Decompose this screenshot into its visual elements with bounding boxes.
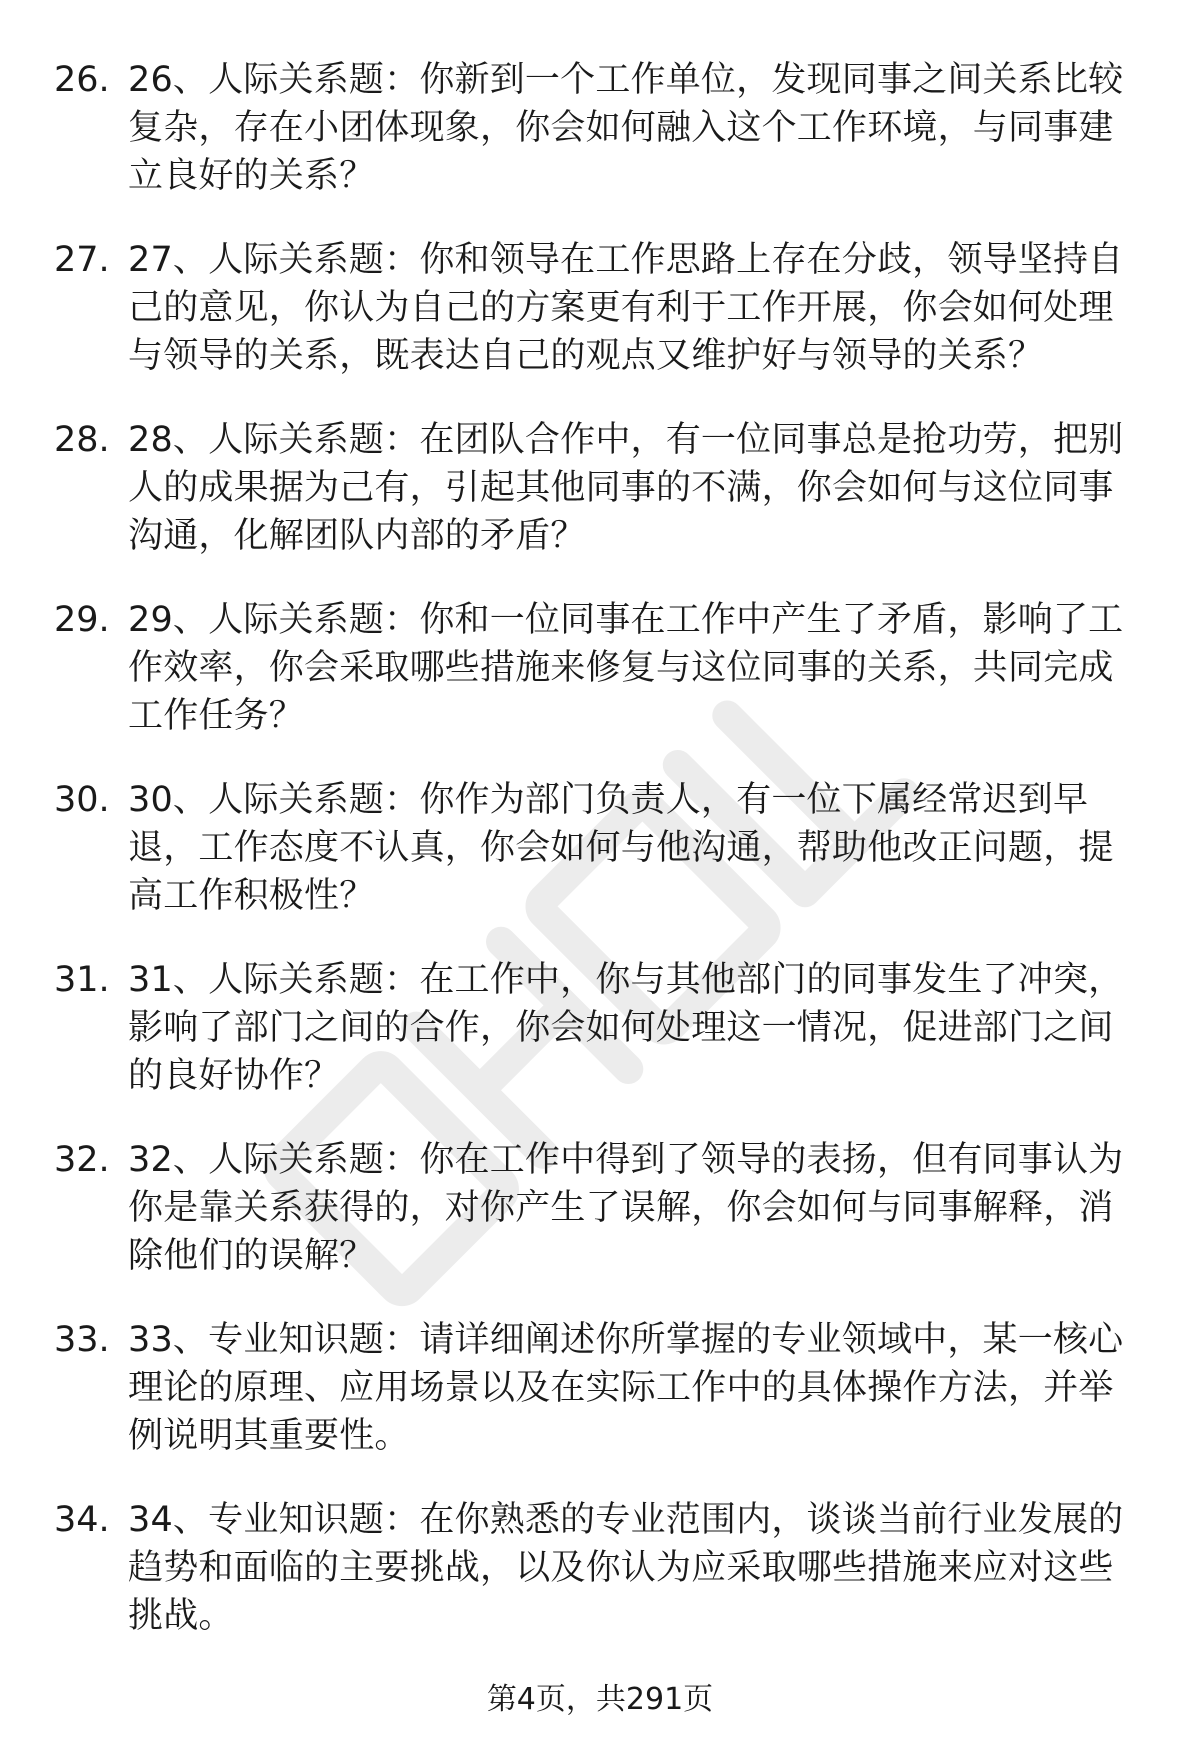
question-number: 30. [54, 780, 110, 820]
question-item [0, 236, 1200, 416]
question-text: 33、专业知识题：请详细阐述你所掌握的专业领域中，某一核心理论的原理、应用场景以及在实际工作中的具体操作方法，并举例说明其重要性。 [128, 1320, 1124, 1456]
question-text: 28、人际关系题：在团队合作中，有一位同事总是抢功劳，把别人的成果据为己有，引起其他同事的不满，你会如何与这位同事沟通，化解团队内部的矛盾？ [128, 420, 1124, 556]
question-item [0, 416, 1200, 596]
question-item [0, 1136, 1200, 1316]
question-text: 26、人际关系题：你新到一个工作单位，发现同事之间关系比较复杂，存在小团体现象，你会如何融入这个工作环境，与同事建立良好的关系？ [128, 60, 1124, 196]
question-item [0, 776, 1200, 956]
question-number: 34. [54, 1500, 110, 1540]
question-item [0, 56, 1200, 236]
question-item [0, 956, 1200, 1136]
question-text: 32、人际关系题：你在工作中得到了领导的表扬，但有同事认为你是靠关系获得的，对你产生了误解，你会如何与同事解释，消除他们的误解？ [128, 1140, 1124, 1276]
question-item [0, 1496, 1200, 1676]
question-number: 32. [54, 1140, 110, 1180]
question-number: 31. [54, 960, 110, 1000]
page-number-label: 第4页，共291页 [486, 1682, 714, 1717]
question-number: 28. [54, 420, 110, 460]
page-footer [0, 1680, 1200, 1720]
question-item [0, 596, 1200, 776]
question-number: 27. [54, 240, 110, 280]
question-list [0, 56, 1200, 1676]
question-item [0, 1316, 1200, 1496]
question-text: 27、人际关系题：你和领导在工作思路上存在分歧，领导坚持自己的意见，你认为自己的方案更有利于工作开展，你会如何处理与领导的关系，既表达自己的观点又维护好与领导的关系？ [128, 240, 1124, 376]
question-text: 29、人际关系题：你和一位同事在工作中产生了矛盾，影响了工作效率，你会采取哪些措施来修复与这位同事的关系，共同完成工作任务？ [128, 600, 1124, 736]
question-number: 33. [54, 1320, 110, 1360]
question-text: 34、专业知识题：在你熟悉的专业范围内，谈谈当前行业发展的趋势和面临的主要挑战，以及你认为应采取哪些措施来应对这些挑战。 [128, 1500, 1124, 1636]
question-text: 30、人际关系题：你作为部门负责人，有一位下属经常迟到早退，工作态度不认真，你会如何与他沟通，帮助他改正问题，提高工作积极性？ [128, 780, 1114, 916]
question-number: 29. [54, 600, 110, 640]
question-text: 31、人际关系题：在工作中，你与其他部门的同事发生了冲突，影响了部门之间的合作，你会如何处理这一情况，促进部门之间的良好协作？ [128, 960, 1124, 1096]
question-number: 26. [54, 60, 110, 100]
